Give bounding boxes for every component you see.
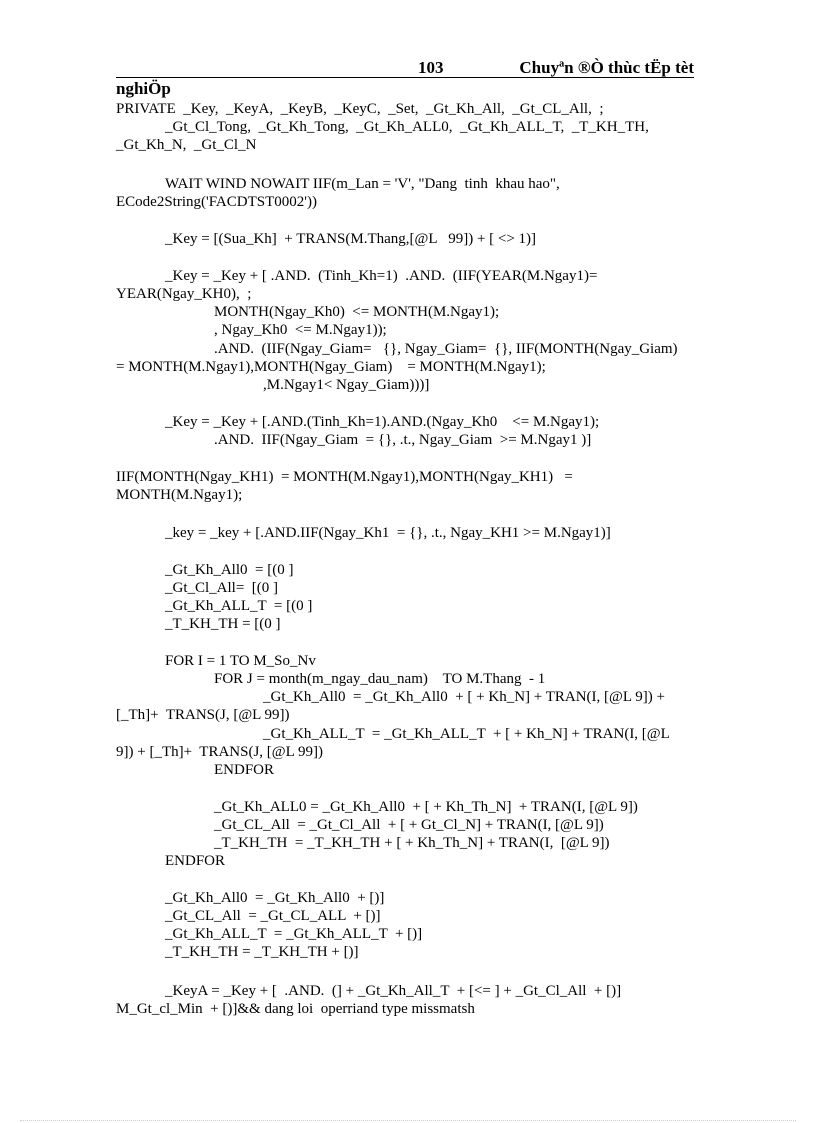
header-title: Chuyªn ®Ò thùc tËp tèt (519, 58, 694, 77)
code-line: PRIVATE _Key, _KeyA, _KeyB, _KeyC, _Set, _Gt_Kh_All, _Gt_CL_All, ; (116, 101, 604, 117)
page-bottom-divider (20, 1120, 796, 1121)
code-line: WAIT WIND NOWAIT IIF(m_Lan = 'V', "Dang tinh khau hao", (165, 176, 560, 192)
code-line: ENDFOR (165, 853, 226, 869)
code-line: FOR J = month(m_ngay_dau_nam) TO M.Thang - 1 (214, 671, 546, 687)
code-line: _Gt_Kh_All0 = _Gt_Kh_All0 + [)] (165, 890, 385, 906)
code-line: _Gt_Cl_Tong, _Gt_Kh_Tong, _Gt_Kh_ALL0, _Gt_Kh_ALL_T, _T_KH_TH, (165, 119, 649, 135)
code-line: , Ngay_Kh0 <= M.Ngay1)); (214, 322, 387, 338)
code-line: _Gt_Kh_ALL_T = _Gt_Kh_ALL_T + [)] (165, 926, 423, 942)
code-line: _KeyA = _Key + [ .AND. (] + _Gt_Kh_All_T + [<= ] + _Gt_Cl_All + [)] (165, 983, 622, 999)
header-rule (116, 77, 694, 78)
code-line: MONTH(Ngay_Kh0) <= MONTH(M.Ngay1); (214, 304, 500, 320)
code-line: _Gt_Cl_All= [(0 ] (165, 580, 279, 596)
code-line: ECode2String('FACDTST0002')) (116, 194, 317, 210)
code-line: _Key = _Key + [ .AND. (Tinh_Kh=1) .AND. (IIF(YEAR(M.Ngay1)= (165, 268, 598, 284)
code-line: _T_KH_TH = [(0 ] (165, 616, 281, 632)
code-line: .AND. IIF(Ngay_Giam = {}, .t., Ngay_Giam >= M.Ngay1 )] (214, 432, 592, 448)
code-line: _Gt_CL_All = _Gt_CL_ALL + [)] (165, 908, 381, 924)
code-line: = MONTH(M.Ngay1),MONTH(Ngay_Giam) = MONTH(M.Ngay1); (116, 359, 546, 375)
code-line: _Key = [(Sua_Kh] + TRANS(M.Thang,[@L 99]) + [ <> 1)] (165, 231, 537, 247)
code-line: M_Gt_cl_Min + [)]&& dang loi operriand type missmatsh (116, 1001, 475, 1017)
code-line: ,M.Ngay1< Ngay_Giam)))] (263, 377, 430, 393)
code-line: _T_KH_TH = _T_KH_TH + [ + Kh_Th_N] + TRAN(I, [@L 9]) (214, 835, 610, 851)
code-line: _Gt_Kh_N, _Gt_Cl_N (116, 137, 257, 153)
code-line: .AND. (IIF(Ngay_Giam= {}, Ngay_Giam= {}, IIF(MONTH(Ngay_Giam) (214, 341, 678, 357)
code-line: _Key = _Key + [.AND.(Tinh_Kh=1).AND.(Ngay_Kh0 <= M.Ngay1); (165, 414, 600, 430)
code-line: _Gt_Kh_All0 = [(0 ] (165, 562, 294, 578)
code-line: _Gt_Kh_All0 = _Gt_Kh_All0 + [ + Kh_N] + TRAN(I, [@L 9]) + (263, 689, 665, 705)
page-number: 103 (418, 58, 444, 77)
code-line: _key = _key + [.AND.IIF(Ngay_Kh1 = {}, .t., Ngay_KH1 >= M.Ngay1)] (165, 525, 611, 541)
code-line: _T_KH_TH = _T_KH_TH + [)] (165, 944, 359, 960)
code-line: _Gt_Kh_ALL0 = _Gt_Kh_All0 + [ + Kh_Th_N] + TRAN(I, [@L 9]) (214, 799, 638, 815)
header-title-continuation: nghiÖp (116, 79, 171, 98)
code-line: _Gt_CL_All = _Gt_Cl_All + [ + Gt_Cl_N] + TRAN(I, [@L 9]) (214, 817, 604, 833)
code-line: 9]) + [_Th]+ TRANS(J, [@L 99]) (116, 744, 323, 760)
code-line: IIF(MONTH(Ngay_KH1) = MONTH(M.Ngay1),MONTH(Ngay_KH1) = (116, 469, 573, 485)
code-line: ENDFOR (214, 762, 275, 778)
code-line: YEAR(Ngay_KH0), ; (116, 286, 252, 302)
code-line: _Gt_Kh_ALL_T = [(0 ] (165, 598, 313, 614)
code-line: MONTH(M.Ngay1); (116, 487, 243, 503)
code-line: [_Th]+ TRANS(J, [@L 99]) (116, 707, 290, 723)
code-line: FOR I = 1 TO M_So_Nv (165, 653, 316, 669)
code-line: _Gt_Kh_ALL_T = _Gt_Kh_ALL_T + [ + Kh_N] + TRAN(I, [@L (263, 726, 670, 742)
